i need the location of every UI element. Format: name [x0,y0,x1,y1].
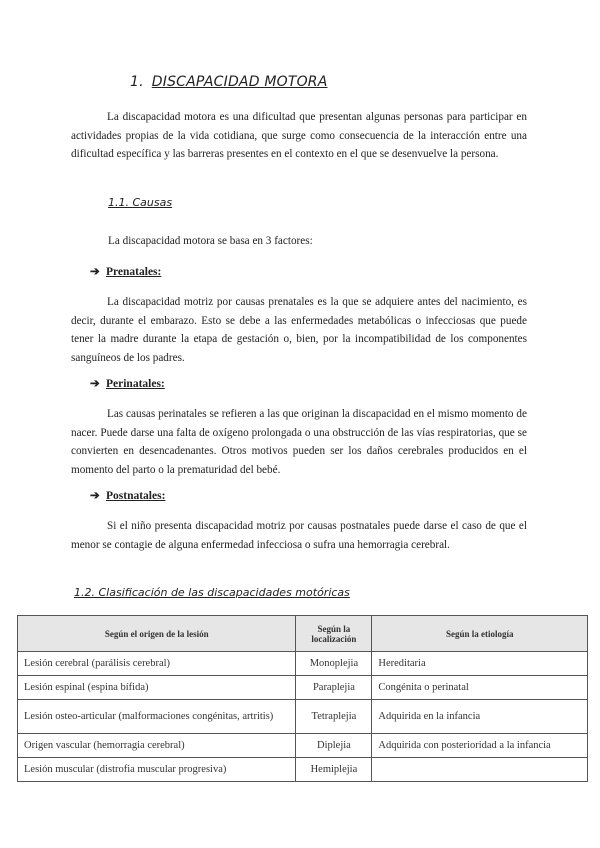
table-header-row [18,616,588,652]
factor-heading-prenatales: ➔ Prenatales: [90,266,162,278]
table-cell: Paraplejia [296,676,372,700]
arrow-right-icon: ➔ [90,490,100,502]
factor-text-prenatales: La discapacidad motriz por causas prenatales es la que se adquiere antes del nacimiento, es decir, durante el embarazo. Esto se debe a las enfermedades metabólicas o infecciosas que puede tener la madre durante la etapa de gestación o, bien, por la incompatibilidad de los componentes sanguíneos de los padres. [71,296,527,364]
table-header: Según la etiología [372,616,588,652]
table-cell: Lesión espinal (espina bífida) [18,676,296,700]
table-cell: Monoplejia [296,652,372,676]
arrow-right-icon: ➔ [90,266,100,278]
table-cell: Adquirida con posterioridad a la infancia [372,734,588,758]
section-heading [130,74,328,90]
table-cell: Diplejia [296,734,372,758]
table-row [18,734,588,758]
arrow-right-icon: ➔ [90,378,100,390]
table-row [18,700,588,734]
causas-intro: La discapacidad motora se basa en 3 factores: [108,235,313,247]
table-cell: Lesión cerebral (parálisis cerebral) [18,652,296,676]
factor-text-postnatales: Si el niño presenta discapacidad motriz por causas postnatales puede darse el caso de que el menor se contagie de alguna enfermedad infecciosa o sufra una hemorragia cerebral. [71,520,527,551]
table-cell: Tetraplejia [296,700,372,734]
table-cell [372,758,588,782]
intro-paragraph: La discapacidad motora es una dificultad que presentan algunas personas para participar en actividades propias de la vida cotidiana, que surge como consecuencia de la interacción entre una dificultad específica y las barreras presentes en el contexto en el que se desenvuelve la persona. [71,111,527,161]
section-title: DISCAPACIDAD MOTORA [151,74,328,90]
table-cell: Origen vascular (hemorragia cerebral) [18,734,296,758]
factor-text-perinatales: Las causas perinatales se refieren a las que originan la discapacidad en el mismo momento de nacer. Puede darse una falta de oxígeno prolongada o una obstrucción de las vías respiratorias, que se convierten en desencadenantes. Otros motivos pueden ser los daños cerebrales producidos en el momento del parto o la prematuridad del bebé. [71,408,527,476]
factor-heading-postnatales: ➔ Postnatales: [90,490,166,502]
table-cell: Congénita o perinatal [372,676,588,700]
table-row [18,676,588,700]
factor-heading-perinatales: ➔ Perinatales: [90,378,165,390]
table-cell: Lesión osteo-articular (malformaciones congénitas, artritis) [18,700,296,734]
clasificacion-heading: 1.2. Clasificación de las discapacidades motóricas [74,586,350,599]
table-header: Según la localización [296,616,372,652]
table-row [18,652,588,676]
table-cell: Lesión muscular (distrofia muscular progresiva) [18,758,296,782]
table-header: Según el origen de la lesión [18,616,296,652]
section-number: 1. [130,74,144,90]
classification-table [17,615,588,782]
table-cell: Adquirida en la infancia [372,700,588,734]
table-cell: Hemiplejia [296,758,372,782]
table-row [18,758,588,782]
causas-heading: 1.1. Causas [108,196,173,209]
table-cell: Hereditaria [372,652,588,676]
